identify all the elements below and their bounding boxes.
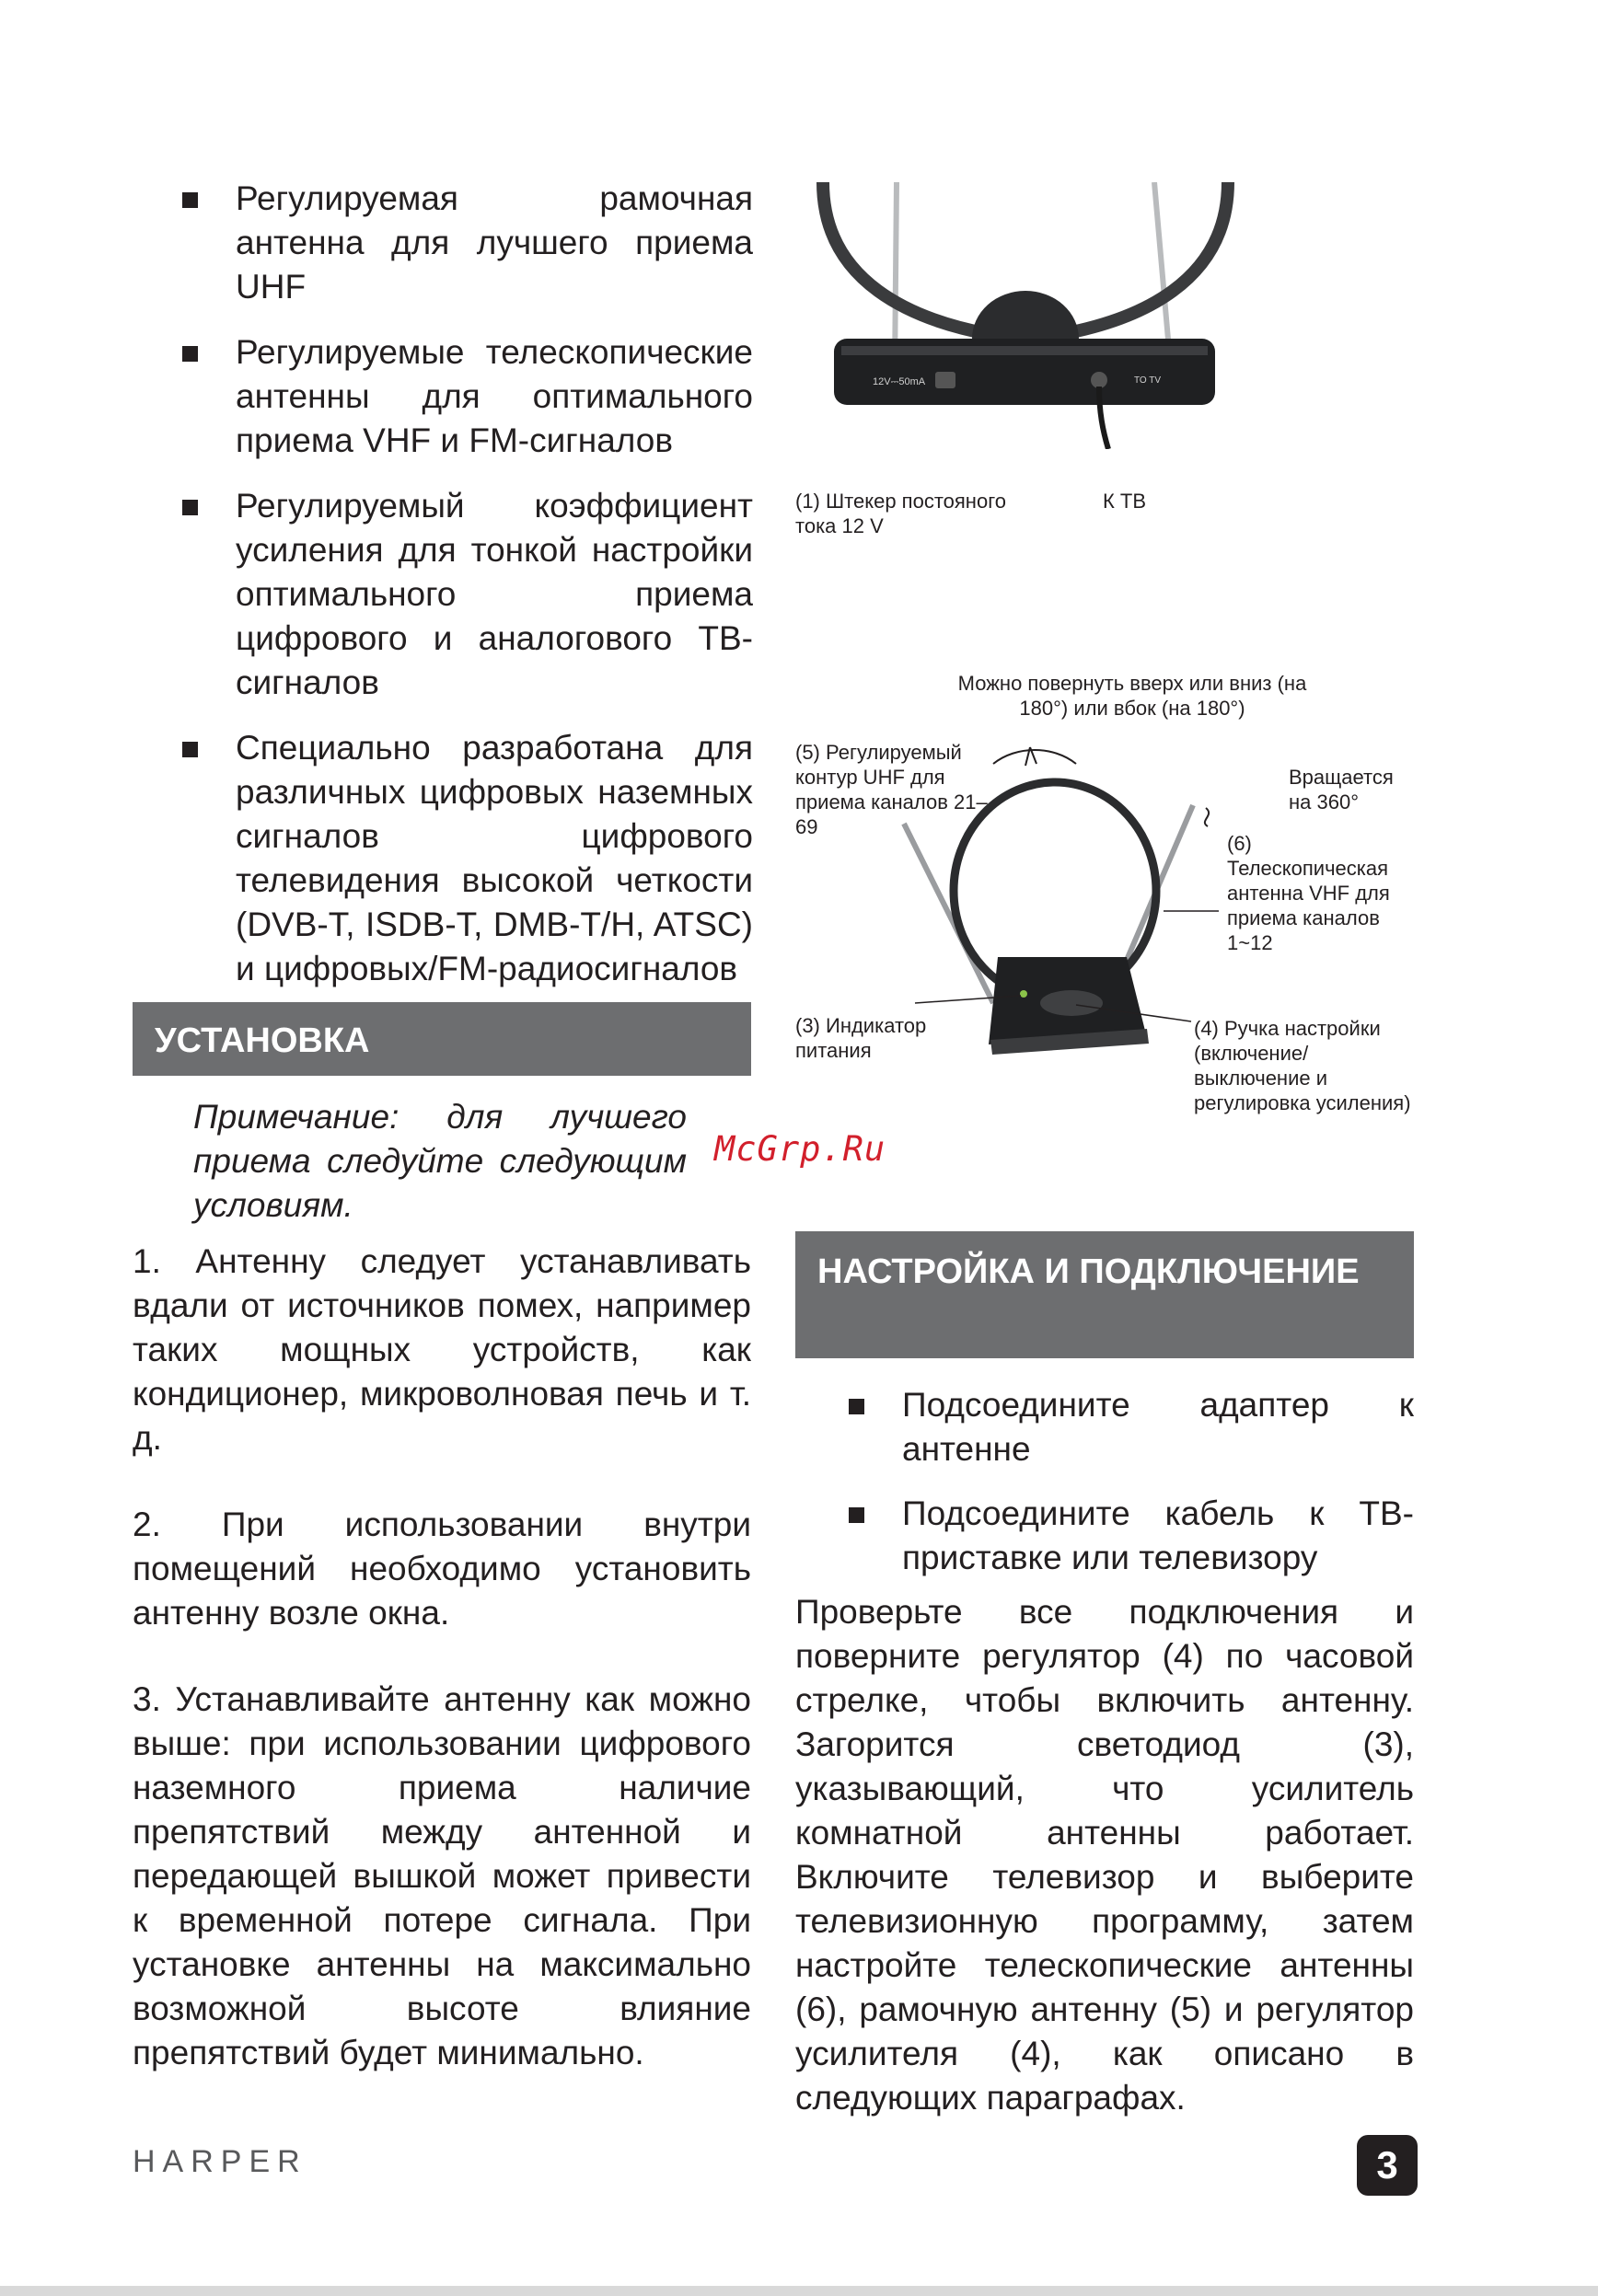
tuning-knob-label: (4) Ручка настройки (включение/ выключение и регулировка усиления): [1194, 1017, 1411, 1114]
to-tv-label: TO TV: [1134, 375, 1162, 386]
connect-bullet-list: [849, 1383, 1414, 1580]
page-bottom-border: [0, 2286, 1598, 2296]
page-number: 3: [1357, 2135, 1418, 2196]
install-note: Примечание: для лучшего приема следуйте следующим условиям.: [193, 1098, 687, 1224]
harper-logo: HARPER: [133, 2144, 307, 2179]
feature-item: [182, 177, 753, 309]
connect-section-header: [795, 1231, 1414, 1358]
antenna-rear-photo: [795, 182, 1256, 449]
bullet-square-icon: [849, 1507, 864, 1523]
connect-paragraph: Проверьте все подключения и поверните регулятор (4) по часовой стрелке, чтобы включить антенну. Загорится светодиод (3), указывающий, что усилитель комнатной антенны работает. Включите телевизор и выберите телевизионную программу, затем настройте телескопические антенны (6), рамочную антенну (5) и регулятор усилителя (4), как описано в следующих параграфах.: [795, 1593, 1414, 2117]
connect-bullet: [849, 1383, 1414, 1471]
install-steps: [133, 1240, 751, 2075]
feature-text: Регулируемые телескопические антенны для оптимального приема VHF и FM-сигналов: [236, 333, 753, 459]
vhf-antenna-label: (6) Телескопическая антенна VHF для приема каналов 1~12: [1227, 832, 1390, 954]
bullet-square-icon: [182, 500, 198, 515]
bullet-square-icon: [182, 192, 198, 208]
connect-bullet: [849, 1492, 1414, 1580]
connect-title: НАСТРОЙКА И ПОДКЛЮЧЕНИЕ: [817, 1252, 1360, 1291]
rotate-360-arrow-icon: [1205, 808, 1209, 826]
install-step: 2. При использовании внутри помещений необходимо установить антенну возле окна.: [133, 1506, 751, 1632]
install-title: УСТАНОВКА: [155, 1021, 370, 1060]
feature-item: [182, 484, 753, 705]
uhf-loop-label: (5) Регулируемый контур UHF для приема каналов 21–69: [795, 741, 988, 838]
feature-item: [182, 330, 753, 463]
rotate-360-label: Вращается на 360°: [1289, 766, 1394, 813]
feature-text: Специально разработана для различных цифровых наземных сигналов цифрового телевидения высокой четкости (DVB-T, ISDB-T, DMB-T/H, ATSC) и цифровых/FM-радиосигналов: [236, 729, 753, 987]
feature-text: Регулируемый коэффициент усиления для тонкой настройки оптимального приема цифрового и аналогового ТВ-сигналов: [236, 487, 753, 701]
watermark: McGrp.Ru: [714, 1129, 886, 1169]
feature-list: [182, 177, 753, 991]
install-section-header: [133, 1002, 751, 1076]
dc-label: 12V⎓50mA: [873, 376, 926, 387]
bullet-square-icon: [182, 742, 198, 757]
feature-item: [182, 726, 753, 991]
power-indicator-label: (3) Индикатор питания: [795, 1014, 927, 1062]
to-tv-caption: К ТВ: [1103, 490, 1147, 513]
bullet-square-icon: [849, 1399, 864, 1414]
install-step: 1. Антенну следует устанавливать вдали от источников помех, например таких мощных устройств, как кондиционер, микроволновая печь и т. д.: [133, 1242, 751, 1457]
rotation-note: Можно повернуть вверх или вниз (на 180°) или вбок (на 180°): [957, 672, 1307, 720]
connect-bullet-text: Подсоедините адаптер к антенне: [902, 1386, 1414, 1468]
bullet-square-icon: [182, 346, 198, 362]
install-step: 3. Устанавливайте антенну как можно выше: при использовании цифрового наземного приема наличие препятствий между антенной и передающей вышкой может привести к временной потере сигнала. При установке антенны на максимально возможной высоте влияние препятствий будет минимально.: [133, 1680, 751, 2071]
feature-text: Регулируемая рамочная антенна для лучшего приема UHF: [236, 179, 753, 306]
dc-plug-caption: (1) Штекер постояного тока 12 V: [795, 490, 1006, 537]
connect-bullet-text: Подсоедините кабель к ТВ-приставке или телевизору: [902, 1494, 1414, 1576]
